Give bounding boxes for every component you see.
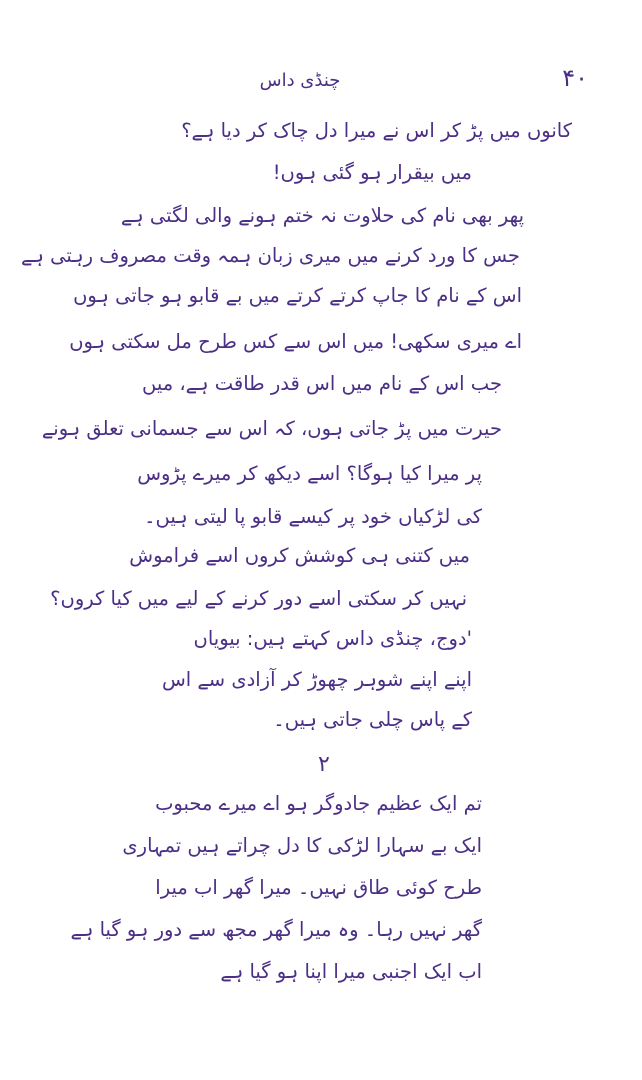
running-header-title: چنڈی داس xyxy=(259,70,341,91)
poem-line: اے میری سکھی! میں اس سے کس طرح مل سکتی ہوں xyxy=(69,330,522,353)
poem-line: اپنے اپنے شوہر چھوڑ کر آزادی سے اس xyxy=(161,668,472,691)
page-number: ۴۰ xyxy=(562,64,588,92)
section-number: ۲ xyxy=(318,752,330,777)
poem-line: گھر نہیں رہا۔ وہ میرا گھر مجھ سے دور ہو گیا ہے xyxy=(70,918,482,941)
poem-line: اس کے نام کا جاپ کرتے کرتے میں بے قابو ہو جاتی ہوں xyxy=(73,284,522,307)
poem-line: میں بیقرار ہو گئی ہوں! xyxy=(272,161,472,184)
poem-line: کے پاس چلی جاتی ہیں۔ xyxy=(273,708,472,731)
poem-line: میں کتنی ہی کوشش کروں اسے فراموش xyxy=(129,544,470,567)
poem-line: تم ایک عظیم جادوگر ہو اے میرے محبوب xyxy=(155,792,482,815)
poem-line: کی لڑکیاں خود پر کیسے قابو پا لیتی ہیں۔ xyxy=(144,505,482,528)
poem-line: طرح کوئی طاق نہیں۔ میرا گھر اب میرا xyxy=(155,876,482,899)
poem-line: کانوں میں پڑ کر اس نے میرا دل چاک کر دیا ہے؟ xyxy=(181,119,572,142)
poem-line: جب اس کے نام میں اس قدر طاقت ہے، میں xyxy=(142,372,502,395)
poem-line: حیرت میں پڑ جاتی ہوں، کہ اس سے جسمانی تعلق ہونے xyxy=(41,417,502,440)
poem-line: اب ایک اجنبی میرا اپنا ہو گیا ہے xyxy=(220,960,482,983)
poem-line: جس کا ورد کرنے میں میری زبان ہمہ وقت مصروف رہتی ہے xyxy=(21,244,520,267)
poem-line: پر میرا کیا ہوگا؟ اسے دیکھ کر میرے پڑوس xyxy=(137,462,482,485)
poem-line: نہیں کر سکتی اسے دور کرنے کے لیے میں کیا کروں؟ xyxy=(50,587,467,610)
poem-line: ایک بے سہارا لڑکی کا دل چراتے ہیں تمہاری xyxy=(122,834,482,857)
poem-line: پھر بھی نام کی حلاوت نہ ختم ہونے والی لگتی ہے xyxy=(120,204,524,227)
poem-line: 'دوج، چنڈی داس کہتے ہیں: بیویاں xyxy=(193,627,472,650)
